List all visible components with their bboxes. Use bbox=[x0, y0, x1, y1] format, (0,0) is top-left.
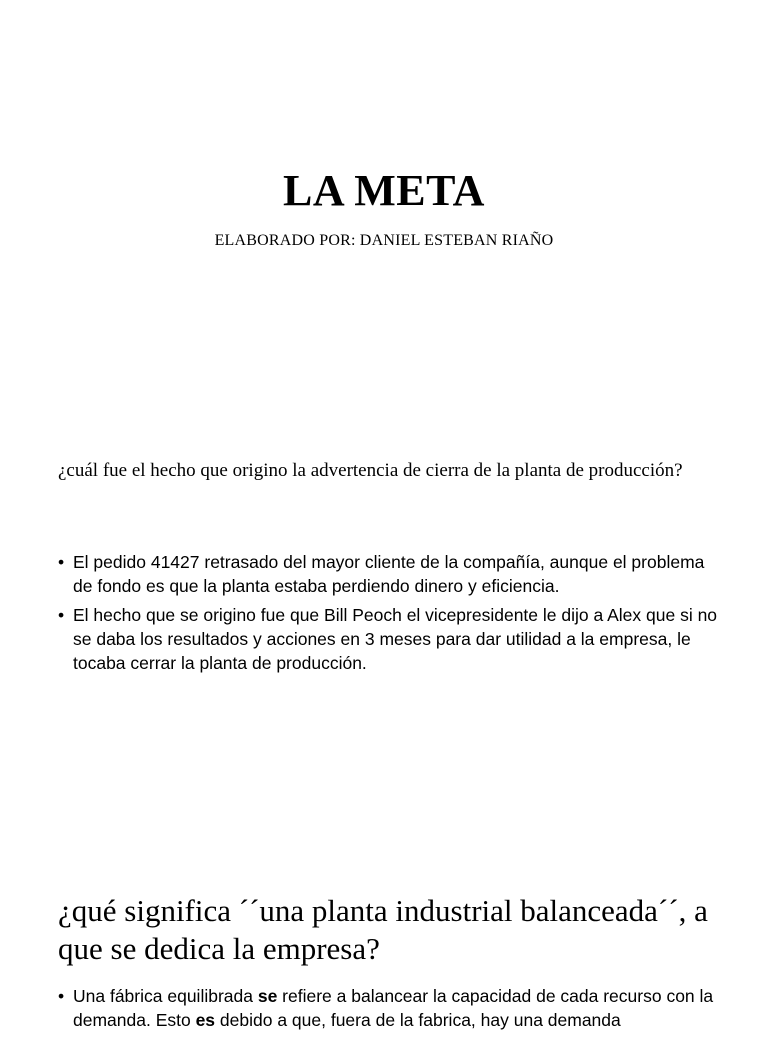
bullet-list bbox=[58, 984, 718, 1037]
title-slide bbox=[0, 0, 768, 400]
slide-question-2 bbox=[0, 840, 768, 1030]
bullet-text: El hecho que se origino fue que Bill Peoch el vicepresidente le dijo a Alex que si no se daba los resultados y acciones en 3 meses para dar utilidad a la empresa, le tocaba cerrar la planta de producción. bbox=[73, 605, 718, 673]
list-item bbox=[58, 984, 718, 1032]
list-item bbox=[58, 603, 718, 675]
slide-question: ¿cuál fue el hecho que origino la advertencia de cierra de la planta de producción? bbox=[58, 460, 683, 481]
presentation-subtitle: ELABORADO POR: DANIEL ESTEBAN RIAÑO bbox=[214, 232, 554, 249]
bullet-icon: • bbox=[58, 552, 65, 572]
bullet-text: El pedido 41427 retrasado del mayor cliente de la compañía, aunque el problema de fondo es que la planta estaba perdiendo dinero y eficiencia. bbox=[73, 552, 705, 596]
bullet-icon: • bbox=[58, 986, 65, 1006]
bullet-text: Una fábrica equilibrada se refiere a balancear la capacidad de cada recurso con la demanda. Esto es debido a que, fuera de la fabrica, hay una demanda bbox=[73, 986, 714, 1030]
slide-question-1 bbox=[0, 400, 768, 840]
slide-heading: ¿qué significa ´´una planta industrial balanceada´´, a que se dedica la empresa? bbox=[58, 893, 708, 966]
presentation-title: LA META bbox=[283, 166, 485, 215]
bullet-list bbox=[58, 550, 718, 680]
bullet-icon: • bbox=[58, 605, 65, 625]
list-item bbox=[58, 550, 718, 598]
